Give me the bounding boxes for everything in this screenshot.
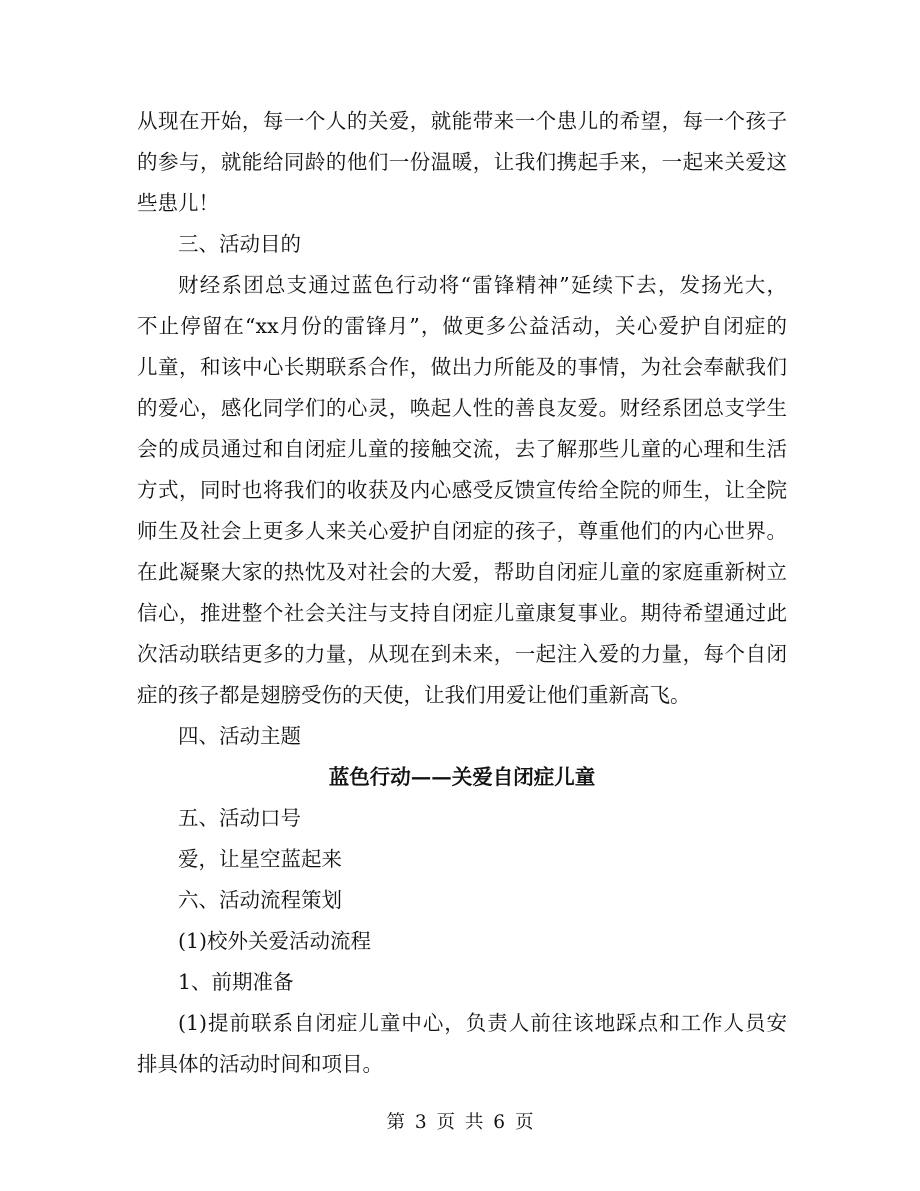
- text-line: 的参与，就能给同龄的他们一份温暖，让我们携起手来，一起来关爱这: [137, 150, 787, 174]
- document-body: [137, 101, 787, 1085]
- text-line: 财经系团总支通过蓝色行动将“雷锋精神”延续下去，发扬光大，: [178, 273, 787, 297]
- text-line: 信心，推进整个社会关注与支持自闭症儿童康复事业。期待希望通过此: [137, 601, 787, 625]
- text-line: 会的成员通过和自闭症儿童的接触交流，去了解那些儿童的心理和生活: [137, 437, 787, 461]
- section-heading: 四、活动主题: [178, 724, 301, 748]
- text-line: 从现在开始，每一个人的关爱，就能带来一个患儿的希望，每一个孩子: [137, 109, 787, 133]
- text-line: 的爱心，感化同学们的心灵，唤起人性的善良友爱。财经系团总支学生: [137, 396, 787, 420]
- text-line: 次活动联结更多的力量，从现在到未来，一起注入爱的力量，每个自闭: [137, 642, 787, 666]
- page-number-footer: 第 3 页 共 6 页: [386, 1112, 534, 1133]
- text-line: 症的孩子都是翅膀受伤的天使，让我们用爱让他们重新高飞。: [137, 683, 691, 707]
- text-line: 儿童，和该中心长期联系合作，做出力所能及的事情，为社会奉献我们: [137, 355, 787, 379]
- activity-theme-title: 蓝色行动——关爱自闭症儿童: [328, 765, 596, 789]
- text-line: (1)提前联系自闭症儿童中心，负责人前往该地踩点和工作人员安: [178, 1011, 787, 1035]
- section-heading: 六、活动流程策划: [178, 888, 342, 912]
- section-heading: 五、活动口号: [178, 806, 301, 830]
- activity-slogan: 爱，让星空蓝起来: [178, 847, 342, 871]
- text-line: 排具体的活动时间和项目。: [137, 1052, 383, 1076]
- text-line: 些患儿！: [137, 191, 219, 215]
- text-line: 不止停留在“xx月份的雷锋月”，做更多公益活动，关心爱护自闭症的: [137, 314, 787, 338]
- subsection-heading: 1、前期准备: [178, 970, 294, 994]
- text-line: 方式，同时也将我们的收获及内心感受反馈宣传给全院的师生，让全院: [137, 478, 787, 502]
- section-heading: 三、活动目的: [178, 232, 301, 256]
- subsection-heading: (1)校外关爱活动流程: [178, 929, 372, 953]
- text-line: 在此凝聚大家的热忱及对社会的大爱，帮助自闭症儿童的家庭重新树立: [137, 560, 787, 584]
- text-line: 师生及社会上更多人来关心爱护自闭症的孩子，尊重他们的内心世界。: [137, 519, 787, 543]
